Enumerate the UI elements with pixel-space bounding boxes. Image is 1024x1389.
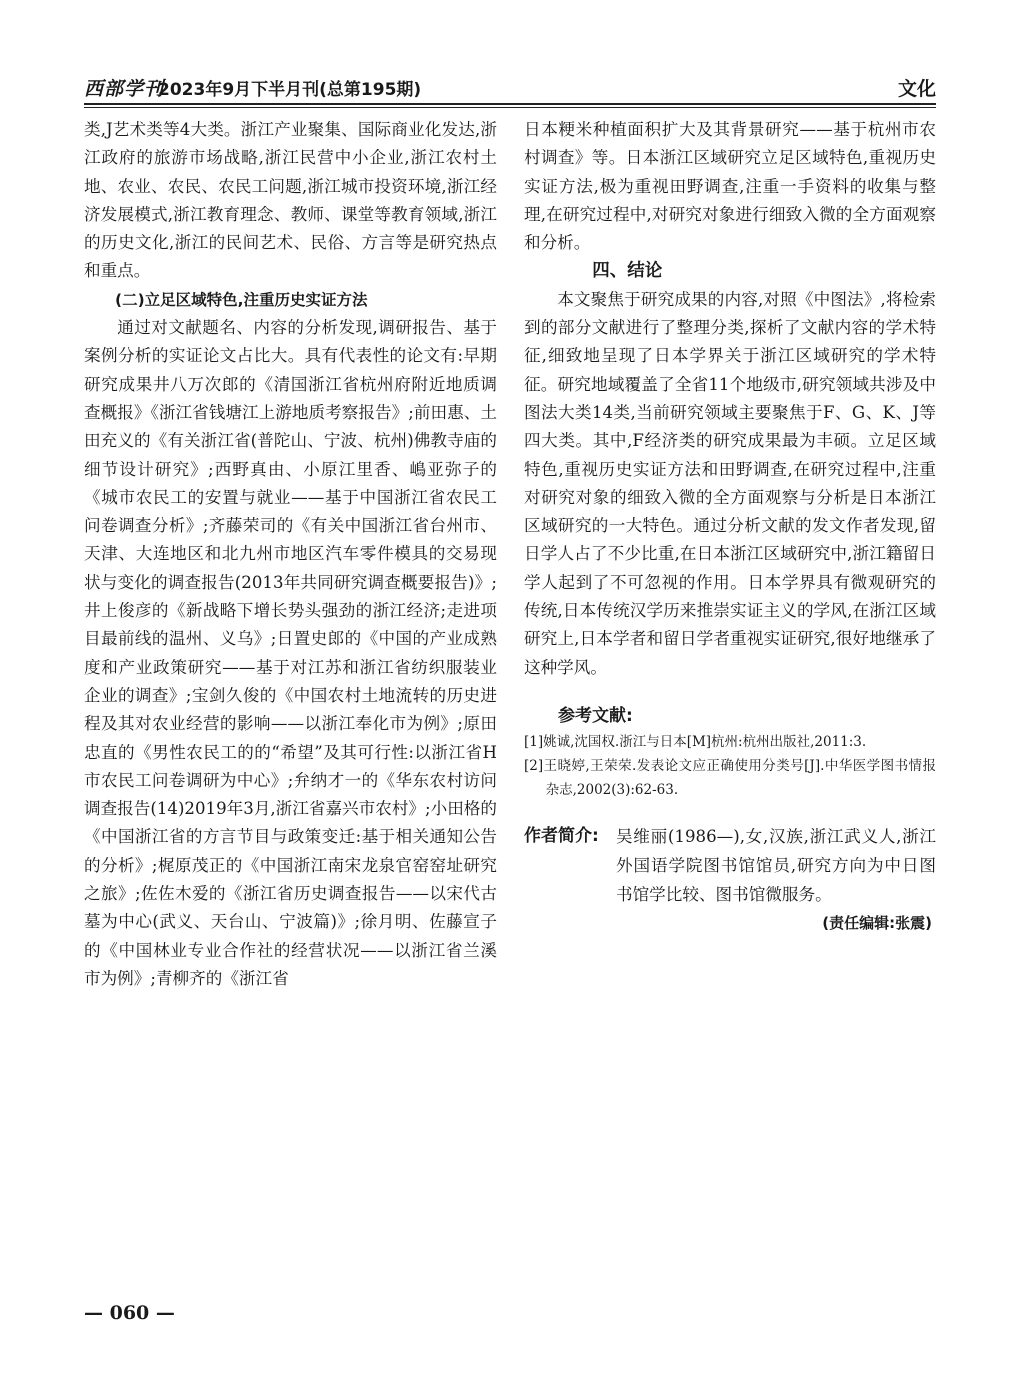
reference-list [524, 730, 936, 802]
author-bio-label: 作者简介: [524, 826, 599, 847]
subsection-heading: (二)立足区域特色,注重历史实证方法 [115, 290, 368, 309]
references-title: 参考文献: [558, 705, 633, 726]
header-rule-thin [84, 107, 936, 108]
author-bio [524, 822, 936, 909]
page-number: — 060 — [84, 1302, 175, 1324]
section-name: 文化 [897, 78, 936, 100]
reference-item: [2]王晓婷,王荣荣.发表论文应正确使用分类号[J].中华医学图书情报杂志,2002(3):62-63. [524, 758, 936, 799]
paragraph: 类,J艺术类等4大类。浙江产业聚集、国际商业化发达,浙江政府的旅游市场战略,浙江民营中小企业,浙江农村土地、农业、农民、农民工问题,浙江城市投资环境,浙江经济发展模式,浙江教育理念、教师、课堂等教育领域,浙江的历史文化,浙江的民间艺术、民俗、方言等是研究热点和重点。 [84, 120, 497, 281]
issue-info: 2023年9月下半月刊(总第195期) [158, 80, 422, 100]
right-column [524, 116, 936, 938]
left-column [84, 116, 497, 993]
header-rule [84, 103, 936, 105]
paragraph: 本文聚焦于研究成果的内容,对照《中图法》,将检索到的部分文献进行了整理分类,探析了文献内容的学术特征,细致地呈现了日本学界关于浙江区域研究的学术特征。研究地域覆盖了全省11个地级市,研究领域共涉及中图法大类14类,当前研究领域主要聚焦于F、G、K、J等四大类。其中,F经济类的研究成果最为丰硕。立足区域特色,重视历史实证方法和田野调查,在研究过程中,注重对研究对象的细致入微的全方面观察与分析是日本浙江区域研究的一大特色。通过分析文献的发文作者发现,留日学人占了不少比重,在日本浙江区域研究中,浙江籍留日学人起到了不可忽视的作用。日本学界具有微观研究的传统,日本传统汉学历来推崇实证主义的学风,在浙江区域研究上,日本学者和留日学者重视实证研究,很好地继承了这种学风。 [524, 289, 936, 677]
section-heading: 四、结论 [592, 261, 663, 282]
responsible-editor: (责任编辑:张震) [822, 914, 932, 933]
page-header [84, 74, 936, 102]
paragraph: 通过对文献题名、内容的分析发现,调研报告、基于案例分析的实证论文占比大。具有代表性的论文有:早期研究成果井八万次郎的《清国浙江省杭州府附近地质调查概报》《浙江省钱塘江上游地质考察报告》;前田惠、土田充义的《有关浙江省(普陀山、宁波、杭州)佛教寺庙的细节设计研究》;西野真由、小原江里香、嶋亚弥子的《城市农民工的安置与就业——基于中国浙江省农民工问卷调查分析》;齐藤荣司的《有关中国浙江省台州市、天津、大连地区和北九州市地区汽车零件模具的交易现状与变化的调查报告(2013年共同研究调查概要报告)》;井上俊彦的《新战略下增长势头强劲的浙江经济;走进项目最前线的温州、义乌》;日置史郎的《中国的产业成熟度和产业政策研究——基于对江苏和浙江省纺织服装业企业的调查》;宝剑久俊的《中国农村土地流转的历史进程及其对农业经营的影响——以浙江奉化市为例》;原田忠直的《男性农民工的的“希望”及其可行性:以浙江省H市农民工问卷调研为中心》;弁纳才一的《华东农村访问调查报告(14)2019年3月,浙江省嘉兴市农村》;小田格的《中国浙江省的方言节目与政策变迁:基于相关通知公告的分析》;梶原茂正的《中国浙江南宋龙泉官窑窑址研究之旅》;佐佐木爱的《浙江省历史调查报告——以宋代古墓为中心(武义、天台山、宁波篇)》;徐月明、佐藤宣子的《中国林业专业合作社的经营状况——以浙江省兰溪市为例》;青柳齐的《浙江省 [84, 318, 497, 988]
reference-item: [1]姚诚,沈国权.浙江与日本[M]杭州:杭州出版社,2011:3. [524, 734, 867, 751]
author-bio-text: 吴维丽(1986—),女,汉族,浙江武义人,浙江外国语学院图书馆馆员,研究方向为中日图书馆学比较、图书馆微服务。 [616, 827, 936, 905]
paragraph: 日本粳米种植面积扩大及其背景研究——基于杭州市农村调查》等。日本浙江区域研究立足区域特色,重视历史实证方法,极为重视田野调查,注重一手资料的收集与整理,在研究过程中,对研究对象进行细致入微的全方面观察和分析。 [524, 120, 936, 253]
journal-logo: 西部学刊 [84, 78, 165, 100]
